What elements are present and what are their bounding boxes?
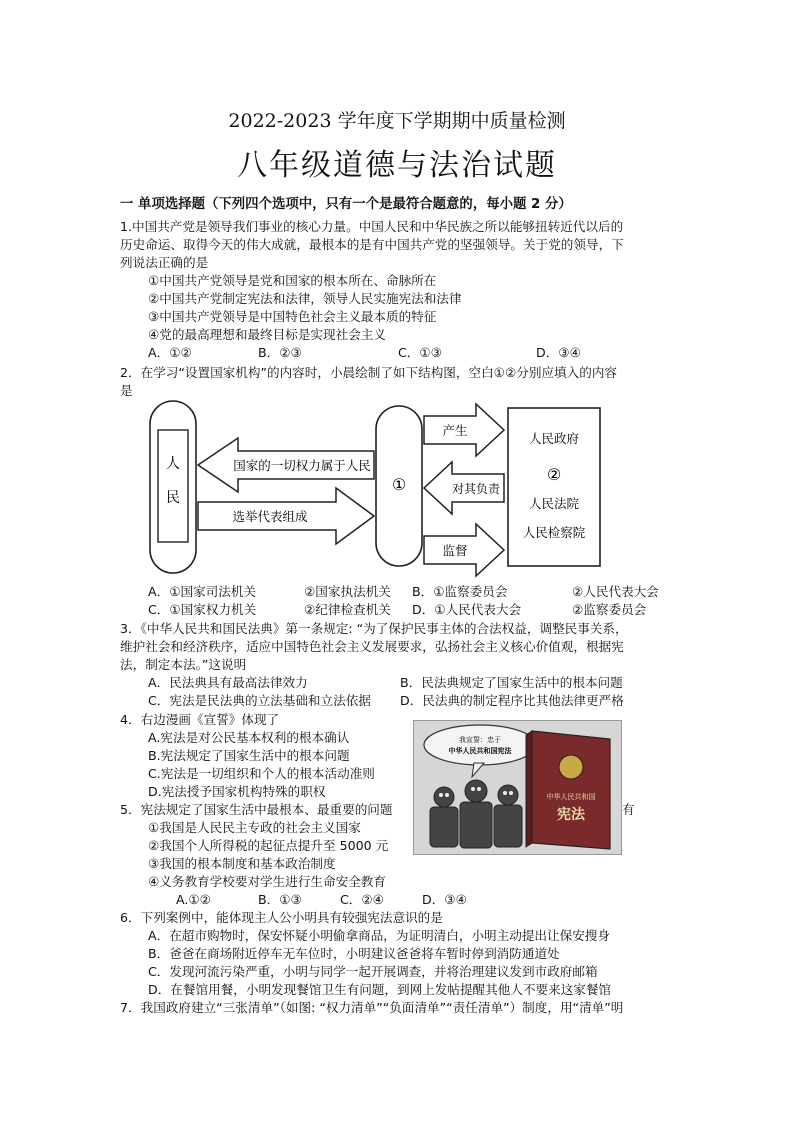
q3-option-a[interactable]: A．民法典具有最高法律效力 [148, 675, 308, 690]
q1-item-2: ②中国共产党制定宪法和法律，领导人民实施宪法和法律 [148, 291, 462, 306]
q6-line1: 6．下列案例中，能体现主人公小明具有较强宪法意识的是 [120, 910, 443, 925]
q3-line1: 3．《中华人民共和国民法典》第一条规定: “为了保护民事主体的合法权益，调整民事关系， [120, 621, 628, 636]
people-char-1: 人 [166, 456, 180, 472]
bubble-text-1: 我宣誓：忠于 [459, 736, 501, 744]
q2-option-d-2: ②监察委员会 [572, 602, 647, 617]
q1-item-4: ④党的最高理想和最终目标是实现社会主义 [148, 327, 386, 342]
people-char-2: 民 [166, 490, 180, 506]
book-title-1: 中华人民共和国 [546, 793, 596, 801]
q1-item-1: ①中国共产党领导是党和国家的根本所在、命脉所在 [148, 273, 437, 288]
q2-option-c-1[interactable]: C．①国家权力机关 [148, 602, 257, 617]
blank-1-label: ① [391, 475, 407, 494]
q6-option-d[interactable]: D．在餐馆用餐，小明发现餐馆卫生有问题，到网上发帖提醒其他人不要来这家餐馆 [148, 982, 612, 997]
arrow-power-label: 国家的一切权力属于人民 [233, 458, 371, 473]
book-title-2: 宪法 [557, 807, 585, 823]
box-blank-2: ② [546, 465, 562, 484]
q1-item-3: ③中国共产党领导是中国特色社会主义最本质的特征 [148, 309, 437, 324]
q5-option-b[interactable]: B．①③ [258, 892, 302, 907]
q5-option-c[interactable]: C．②④ [340, 892, 384, 907]
exam-title: 2022-2023 学年度下学期期中质量检测 [228, 110, 566, 132]
q5-option-a[interactable]: A.①② [176, 892, 211, 907]
q1-option-a[interactable]: A．①② [148, 345, 192, 360]
q5-item-1: ①我国是人民民主专政的社会主义国家 [148, 820, 361, 835]
q4-option-c[interactable]: C.宪法是一切组织和个人的根本活动准则 [148, 766, 375, 781]
q2-option-b-2: ②人民代表大会 [572, 584, 659, 599]
q6-option-c[interactable]: C．发现河流污染严重，小明与同学一起开展调查，并将治理建议发到市政府邮箱 [148, 964, 598, 979]
arrow-responsible-label: 对其负责 [451, 482, 501, 496]
q2-option-c-2: ②纪律检查机关 [304, 602, 391, 617]
q3-line3: 法，制定本法。”这说明 [120, 657, 247, 672]
figures [430, 780, 522, 848]
box-court: 人民法院 [528, 496, 580, 511]
q3-option-b[interactable]: B．民法典规定了国家生活中的根本问题 [400, 675, 623, 690]
q2-option-d-1[interactable]: D．①人民代表大会 [412, 602, 522, 617]
q2-line2: 是 [120, 383, 133, 398]
constitution-book [526, 731, 610, 849]
bubble-text-2: 中华人民共和国宪法 [448, 747, 512, 755]
q7-line1: 7．我国政府建立“三张清单”（如图: “权力清单”“负面清单”“责任清单”）制度，用“清单”明 [120, 1000, 624, 1015]
q4-line1: 4．右边漫画《宣誓》体现了 [120, 712, 280, 727]
q1-line2: 历史命运、取得今天的伟大成就，最根本的是有中国共产党的坚强领导。关于党的领导，下 [120, 237, 624, 252]
q3-option-d[interactable]: D．民法典的制定程序比其他法律更严格 [400, 693, 624, 708]
emblem-icon [559, 755, 583, 779]
q5-line1-tail: 有 [622, 802, 635, 817]
state-organs-diagram [140, 396, 610, 582]
q4-option-b[interactable]: B.宪法规定了国家生活中的根本问题 [148, 748, 350, 763]
box-procuratorate: 人民检察院 [522, 525, 586, 540]
q6-option-a[interactable]: A．在超市购物时，保安怀疑小明偷拿商品，为证明清白，小明主动提出让保安搜身 [148, 928, 610, 943]
q1-line1: 1.中国共产党是领导我们事业的核心力量。中国人民和中华民族之所以能够扭转近代以后的 [120, 219, 624, 234]
q5-item-2: ②我国个人所得税的起征点提升至 5000 元 [148, 838, 389, 853]
section-heading: 一 单项选择题（下列四个选项中，只有一个是最符合题意的，每小题 2 分） [120, 197, 572, 212]
q1-option-b[interactable]: B．②③ [258, 345, 302, 360]
q1-option-c[interactable]: C．①③ [398, 345, 442, 360]
box-government: 人民政府 [528, 431, 580, 446]
q2-option-b-1[interactable]: B．①监察委员会 [412, 584, 508, 599]
q3-line2: 维护社会和经济秩序，适应中国特色社会主义发展要求，弘扬社会主义核心价值观，根据宪 [120, 639, 624, 654]
speech-bubble [424, 725, 536, 765]
q2-option-a-1[interactable]: A．①国家司法机关 [148, 584, 257, 599]
q2-line1: 2．在学习“设置国家机构”的内容时，小晨绘制了如下结构图，空白①②分别应填入的内容 [120, 365, 618, 380]
q3-option-c[interactable]: C．宪法是民法典的立法基础和立法依据 [148, 693, 371, 708]
people-box [158, 430, 188, 542]
arrow-supervise-label: 监督 [442, 543, 468, 558]
q1-line3: 列说法正确的是 [120, 255, 209, 270]
arrow-produce-label: 产生 [442, 423, 468, 438]
q6-option-b[interactable]: B．爸爸在商场附近停车无车位时，小明建议爸爸将车暂时停到消防通道处 [148, 946, 560, 961]
q5-item-4: ④义务教育学校要对学生进行生命安全教育 [148, 874, 386, 889]
q2-option-a-2: ②国家执法机关 [304, 584, 391, 599]
arrow-elect-label: 选举代表组成 [232, 509, 308, 524]
q1-option-d[interactable]: D．③④ [536, 345, 581, 360]
q5-item-3: ③我国的根本制度和基本政治制度 [148, 856, 336, 871]
q5-option-d[interactable]: D．③④ [422, 892, 467, 907]
oath-cartoon [413, 720, 622, 855]
exam-subtitle: 八年级道德与法治试题 [237, 148, 557, 183]
q4-option-d[interactable]: D.宪法授予国家机构特殊的职权 [148, 784, 326, 799]
q4-option-a[interactable]: A.宪法是对公民基本权利的根本确认 [148, 730, 350, 745]
q5-line1: 5．宪法规定了国家生活中最根本、最重要的问题 [120, 802, 393, 817]
